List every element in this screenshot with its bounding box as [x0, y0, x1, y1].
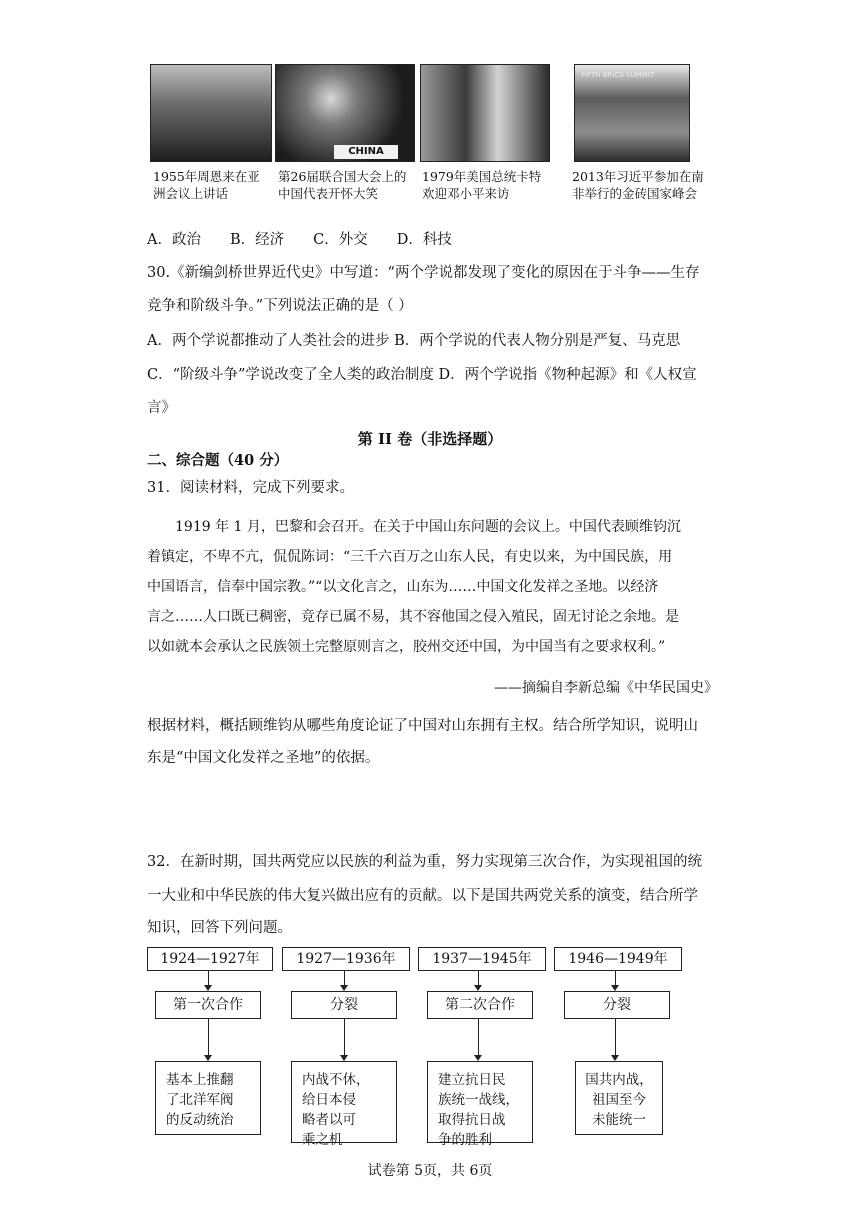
q31-material	[147, 512, 717, 662]
connector-line	[615, 971, 616, 985]
material-line: 1919 年 1 月，巴黎和会召开。在关于中国山东问题的会议上。中国代表顾维钧沉	[175, 519, 681, 535]
q30-option-line: 言》	[147, 400, 176, 416]
q31-source: ——摘编自李新总编《中华民国史》	[494, 680, 718, 696]
period-year-box: 1927—1936年	[282, 947, 410, 971]
result-line: 未能统一	[592, 1112, 646, 1128]
result-line: 略者以可	[302, 1112, 356, 1128]
q30-stem: 30.《新编剑桥世界近代史》中写道：“两个学说都发现了变化的原因在于斗争——生存	[147, 265, 700, 281]
result-line: 了北洋军阀	[166, 1092, 234, 1108]
result-line: 争的胜利	[438, 1132, 492, 1148]
stage-box: 第二次合作	[427, 991, 533, 1019]
period-year-box: 1937—1945年	[418, 947, 546, 971]
photo-carter-deng	[420, 64, 550, 162]
result-box	[427, 1061, 533, 1148]
result-line: 内战不休，	[302, 1072, 370, 1088]
photo-caption: 1955年周恩来在亚洲会议上讲话	[153, 169, 260, 201]
period-year-box: 1946—1949年	[554, 947, 682, 971]
connector-line	[478, 971, 479, 985]
q30-option-line: C．“阶级斗争”学说改变了全人类的政治制度 D．两个学说指《物种起源》和《人权宣	[147, 367, 697, 383]
photo-un-assembly	[275, 64, 415, 162]
q31-question: 东是“中国文化发祥之圣地”的依据。	[147, 750, 380, 766]
connector-line	[344, 1019, 345, 1055]
q31-question: 根据材料，概括顾维钧从哪些角度论证了中国对山东拥有主权。结合所学知识，说明山	[147, 718, 698, 734]
result-line: 乘之机	[302, 1132, 343, 1148]
connector-line	[208, 971, 209, 985]
china-sign: CHINA	[334, 145, 398, 159]
period-year-box: 1924—1927年	[147, 947, 273, 971]
q30-option-line: A．两个学说都推动了人类社会的进步 B．两个学说的代表人物分别是严复、马克思	[147, 333, 681, 349]
section-heading: 二、综合题（40 分）	[147, 452, 289, 469]
q32-stem: 知识，回答下列问题。	[147, 920, 292, 936]
result-line: 的反动统治	[166, 1112, 234, 1128]
result-line: 取得抗日战	[438, 1112, 506, 1128]
material-line: 言之……人口既已稠密，竞存已属不易，其不容他国之侵入殖民，固无讨论之余地。是	[147, 609, 679, 625]
q30-stem: 竞争和阶级斗争。”下列说法正确的是（ ）	[147, 298, 413, 314]
photo-caption: 1979年美国总统卡特欢迎邓小平来访	[422, 169, 542, 201]
photo-caption: 第26届联合国大会上的中国代表开怀大笑	[278, 169, 407, 201]
result-line: 建立抗日民	[438, 1072, 506, 1088]
connector-line	[478, 1019, 479, 1055]
result-line: 族统一战线，	[438, 1092, 519, 1108]
photo-caption: 2013年习近平参加在南非举行的金砖国家峰会	[572, 169, 704, 201]
connector-line	[344, 971, 345, 985]
stage-box: 第一次合作	[155, 991, 261, 1019]
result-line: 基本上推翻	[166, 1072, 234, 1088]
result-line: 国共内战，	[585, 1072, 653, 1088]
brics-sign: FIFTH BRICS SUMMIT	[581, 71, 655, 79]
photo-brics-summit	[574, 64, 690, 162]
result-box	[575, 1061, 663, 1135]
page-footer: 试卷第 5页，共 6页	[367, 1163, 493, 1179]
material-line: 以如就本会承认之民族领土完整原则言之，胶州交还中国，为中国当有之要求权利。”	[147, 639, 666, 655]
q32-stem: 一大业和中华民族的伟大复兴做出应有的贡献。以下是国共两党关系的演变，结合所学	[147, 888, 698, 904]
connector-line	[208, 1019, 209, 1055]
result-line: 给日本侵	[302, 1092, 356, 1108]
result-line: 祖国至今	[592, 1092, 646, 1108]
stage-box: 分裂	[291, 991, 397, 1019]
q32-stem: 32．在新时期，国共两党应以民族的利益为重，努力实现第三次合作，为实现祖国的统	[147, 854, 702, 870]
material-line: 着镇定，不卑不亢，侃侃陈词：“三千六百万之山东人民，有史以来，为中国民族，用	[147, 549, 673, 565]
connector-line	[615, 1019, 616, 1055]
material-line: 中国语言，信奉中国宗教。”“以文化言之，山东为……中国文化发祥之圣地。以经济	[147, 579, 659, 595]
section-title: 第 II 卷（非选择题）	[357, 430, 503, 448]
result-box	[155, 1061, 261, 1135]
q29-options: A．政治 B．经济 C．外交 D．科技	[147, 232, 452, 248]
photo-zhou-enlai	[150, 64, 272, 162]
result-box	[291, 1061, 397, 1148]
stage-box: 分裂	[564, 991, 670, 1019]
q31-stem: 31．阅读材料，完成下列要求。	[147, 480, 354, 496]
